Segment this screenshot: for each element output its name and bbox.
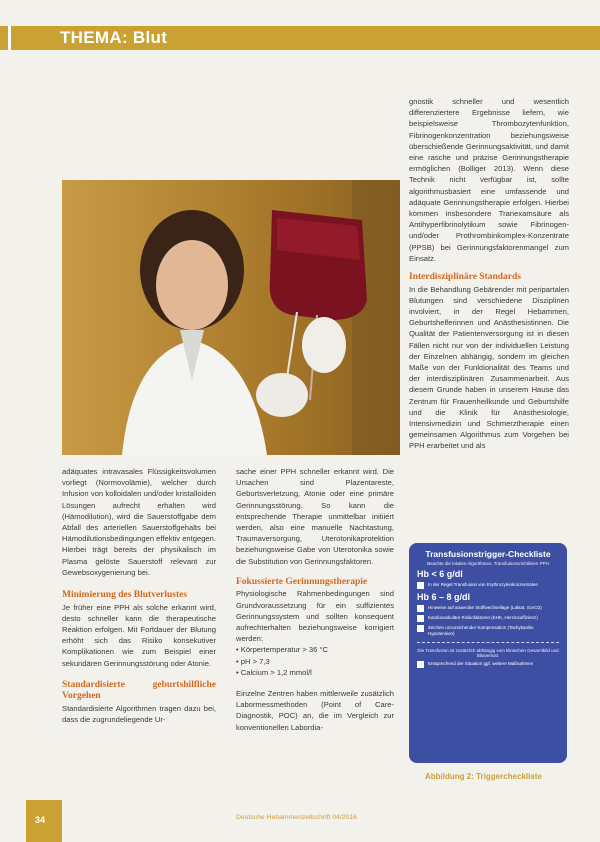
checklist-item-label: Kardiovaskuläre Risikofaktoren (KHK, Herzinsuffizienz)	[428, 615, 538, 620]
paragraph: Standardisierte Algorithmen tragen dazu bei, dass die zugrundeliegende Ur-	[62, 703, 216, 724]
checklist-subtitle: Beachte die lokalen Algorithmen, Transfusionsrichtlinien PPH	[427, 561, 549, 566]
checkbox	[417, 582, 424, 589]
checkbox	[417, 615, 424, 622]
text-column-2	[236, 466, 394, 733]
checklist-note: Die Transfusion ist zusätzlich abhängig vom klinischen Gesamtbild und Blutverlust.	[417, 648, 559, 658]
bullet-list	[236, 644, 394, 678]
checklist-item	[417, 661, 559, 668]
checklist-item-label: Hinweise auf anaerobe Stoffwechsellage (Laktat, ScvO2)	[428, 605, 542, 610]
transfusion-checklist	[409, 543, 567, 763]
checklist-item	[417, 605, 559, 612]
hb-threshold-mid: Hb 6 – 8 g/dl	[417, 592, 471, 602]
checklist-item	[417, 625, 559, 637]
hb-threshold-low: Hb < 6 g/dl	[417, 569, 463, 579]
list-item: • pH > 7,3	[236, 656, 270, 666]
paragraph: gnostik schneller und wesentlich differenziertere Ergebnisse liefern, wie beispielsweise Thrombozytenfunktion, Fibrinogenkonzentration beziehungsweise überschießende Gerinnungsaktivität, und damit eine rasche und präzise Gerinnungstherapie ermöglichen (Bolliger 2013). Wenn diese Technik nicht verfügbar ist, sollte algorithmusbasiert eine umfassende und adäquate Gerinnungstherapie erfolgen. Hierbei kommen insbesondere Tranexamsäure als Antihyperfibrinolytikum sowie Fibrinogen- und/oder Prothrombinkomplex-Konzentrate (PPSB) bei Gerinnungsfaktorenmangel zum Einsatz.	[409, 97, 569, 263]
figure-caption: Abbildung 2: Triggercheckliste	[425, 772, 542, 781]
text-column-3	[409, 96, 569, 452]
page-number: 34	[35, 815, 46, 825]
paragraph: sache einer PPH schneller erkannt wird. Die Ursachen sind Plazentareste, Geburtsverletzung, Atonie oder eine primäre Gerinnungsstörung. So kann die entsprechende Therapie unmittelbar initiiert werden, also eine manuelle Nachtastung, Traumaversorgung, Uterotonikaprotektion beziehungsweise Gabe von Uterotonika sowie die Substitution von Gerinnungsfaktoren.	[236, 467, 394, 566]
checklist-item	[417, 615, 559, 622]
subheading: Minimierung des Blutverlustes	[62, 590, 188, 601]
text-column-1	[62, 466, 216, 725]
subheading: Fokussierte Gerinnungstherapie	[236, 576, 368, 587]
checklist-item-label: In der Regel Transfusion von Erythrozytenkonzentraten	[428, 582, 539, 587]
list-item: • Körpertemperatur > 36 °C	[236, 645, 329, 655]
checkbox	[417, 625, 424, 632]
journal-footer: Deutsche Hebammenzeitschrift 04/2016	[236, 814, 357, 821]
section-title: THEMA: Blut	[60, 28, 168, 47]
checklist-title: Transfusionstrigger-Checkliste	[425, 549, 551, 559]
article-photo	[62, 180, 400, 455]
divider	[417, 642, 559, 643]
paragraph: Physiologische Rahmenbedingungen sind Grundvoraussetzung für ein suffizientes Gerinnungssystem und sollten konsequent aufrechterhalten beziehungsweise korrigiert werden:	[236, 589, 394, 644]
checkbox	[417, 605, 424, 612]
paragraph: Einzelne Zentren haben mittlerweile zusätzlich Labormessmethoden (Point of Care-Diagnostik, POC) an, die im Vergleich zur konventionellen Labordia-	[236, 688, 394, 732]
list-item: • Calcium > 1,2 mmol/l	[236, 667, 312, 677]
paragraph: adäquates intravasales Flüssigkeitsvolumen vorliegt (Normovolämie), welcher durch Infusion von kolloidalen und/oder kristalloiden Lösungen aufrecht erhalten wird (Hämodilution), wird die Sauerstoffgabe dem Abfall des arteriellen Sauerstoffgehalts bei Hämodilutionsbedingungen effektiv entgegen. Hierbei trägt bereits der physikalisch im Plasma gelöste Sauerstoff relevant zur Gewebsoxygenierung bei.	[62, 467, 216, 577]
header-accent-mark	[8, 26, 11, 50]
checkbox	[417, 661, 424, 668]
paragraph: Je früher eine PPH als solche erkannt wird, desto schneller kann die therapeutische Reaktion erfolgen. Mit Fortdauer der Blutung erhöht sich das Risiko konsekutiver Komplikationen wie zum Beispiel einer sekundären Gerinnungsstörung oder Atonie.	[62, 602, 216, 668]
checklist-item-label: Zeichen unzureichender Kompensation (Tachykardie, Hypotension)	[428, 625, 535, 636]
checklist-item-label: Entsprechend der Situation ggf. weitere Maßnahmen	[428, 661, 534, 666]
checklist-item	[417, 582, 559, 589]
photo-illustration	[62, 180, 400, 455]
subheading: Interdisziplinäre Standards	[409, 272, 521, 283]
subheading: Standardisierte geburtshilfliche Vorgehen	[62, 679, 216, 702]
paragraph: In die Behandlung Gebärender mit peripartalen Blutungen sind verschiedene Disziplinen involviert, in der Regel Hebammen, Geburtshelferinnen und Anästhesistinnen. Die Qualität der Patientenversorgung ist in diesen Fällen nicht nur von der individuellen Leistung der Einzelnen abhängig, sondern im gleichen Maße von der Funktionalität des Teams und der interdisziplinären Zusammenarbeit. Aus diesem Grunde haben in unserem Hause das Zentrum für Frauenheilkunde und Geburtshilfe und die Klinik für Anästhesiologie, Intensivmedizin und Schmerztherapie einen gemeinsamen Algorithmus zum Vorgehen bei PPH erarbeitet und als	[409, 284, 569, 451]
